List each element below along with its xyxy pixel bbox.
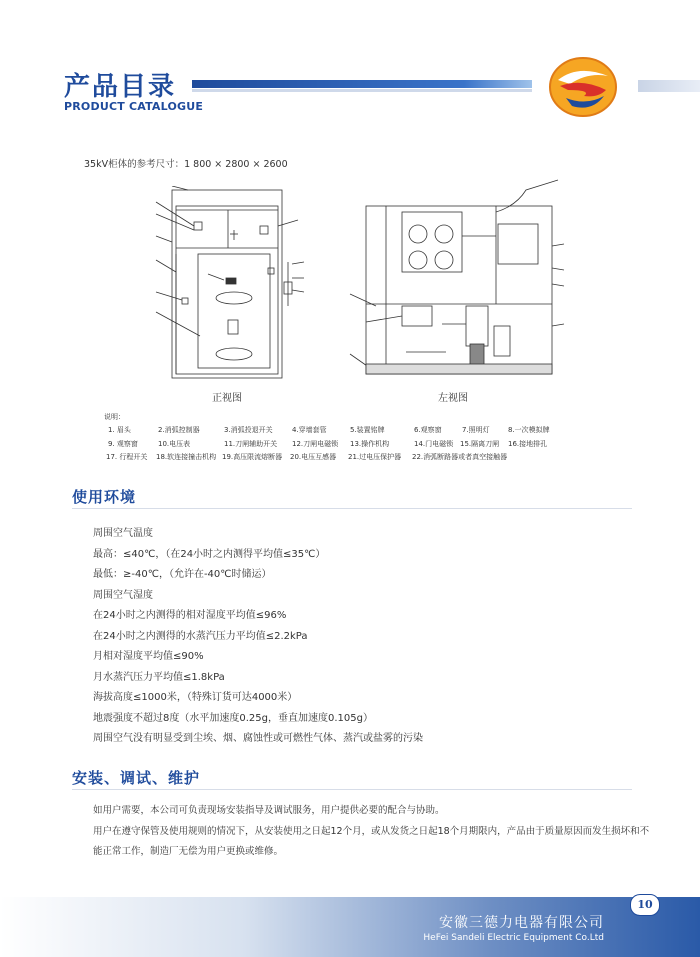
legend-item: 18.软连接撞击机构 <box>156 453 217 461</box>
environment-line: 地震强度不超过8度（水平加速度0.25g，垂直加速度0.105g） <box>93 713 373 724</box>
legend-title: 说明： <box>104 413 125 421</box>
company-name-cn: 安徽三德力电器有限公司 <box>439 915 604 931</box>
legend-item: 10.电压表 <box>158 440 191 448</box>
legend-item: 5.装置铭牌 <box>350 426 385 434</box>
environment-line: 月相对湿度平均值≤90% <box>93 651 204 662</box>
environment-line: 周围空气温度 <box>93 528 153 539</box>
section-divider <box>72 508 632 509</box>
section-divider <box>72 789 632 790</box>
side-view-drawing <box>346 176 572 382</box>
legend-item: 15.隔离刀闸 <box>460 440 500 448</box>
reference-dimensions: 35kV柜体的参考尺寸：1 800 × 2800 × 2600 <box>84 159 288 170</box>
legend-item: 22.消弧断路器或者真空接触器 <box>412 453 508 461</box>
legend-item: 6.观察窗 <box>414 426 442 434</box>
legend-item: 9. 观察窗 <box>108 440 138 448</box>
legend-item: 16.接地排孔 <box>508 440 548 448</box>
environment-line: 在24小时之内测得的相对湿度平均值≤96% <box>93 610 287 621</box>
legend-item: 20.电压互感器 <box>290 453 337 461</box>
company-logo-icon <box>548 56 618 118</box>
environment-line: 在24小时之内测得的水蒸汽压力平均值≤2.2kPa <box>93 631 308 642</box>
legend-item: 13.操作机构 <box>350 440 390 448</box>
environment-line: 最低：≥-40℃，（允许在-40℃时储运） <box>93 569 272 580</box>
company-name-en: HeFei Sandeli Electric Equipment Co.Ltd <box>423 933 604 943</box>
environment-line: 周围空气没有明显受到尘埃、烟、腐蚀性或可燃性气体、蒸汽或盐雾的污染 <box>93 733 423 744</box>
legend-item: 12.刀闸电磁锁 <box>292 440 339 448</box>
installation-paragraph: 如用户需要，本公司可负责现场安装指导及调试服务，用户提供必要的配合与协助。 <box>93 805 445 816</box>
legend-item: 19.高压限流熔断器 <box>222 453 283 461</box>
legend-item: 1. 眉头 <box>108 426 131 434</box>
environment-line: 周围空气湿度 <box>93 590 153 601</box>
legend-item: 8.一次模拟牌 <box>508 426 550 434</box>
installation-title: 安装、调试、维护 <box>72 769 201 787</box>
side-view-caption: 左视图 <box>438 393 468 404</box>
legend-item: 3.消弧投退开关 <box>224 426 273 434</box>
legend-item: 14.门电磁锁 <box>414 440 454 448</box>
front-view-drawing <box>148 186 310 382</box>
environment-line: 海拔高度≤1000米，（特殊订货可达4000米） <box>93 692 298 703</box>
environment-line: 最高：≤40℃，（在24小时之内测得平均值≤35℃） <box>93 549 326 560</box>
legend-item: 17. 行程开关 <box>106 453 148 461</box>
environment-line: 月水蒸汽压力平均值≤1.8kPa <box>93 672 225 683</box>
installation-paragraph: 用户在遵守保管及使用规则的情况下，从安装使用之日起12个月，或从发货之日起18个月期限内，产品由于质量原因而发生损坏和不能正常工作，制造厂无偿为用户更换或维修。 <box>93 826 650 857</box>
page-number: 10 <box>630 894 660 916</box>
header-bar-thin <box>192 89 532 92</box>
legend-item: 21.过电压保护器 <box>348 453 402 461</box>
page-title: 产品目录 <box>64 72 177 102</box>
legend-item: 4.穿墙套管 <box>292 426 327 434</box>
front-view-caption: 正视图 <box>212 393 242 404</box>
page-subtitle: PRODUCT CATALOGUE <box>64 100 204 113</box>
environment-title: 使用环境 <box>72 488 137 506</box>
legend-item: 2.消弧控制器 <box>158 426 200 434</box>
header-bar-right <box>638 80 700 92</box>
legend-item: 11.刀闸辅助开关 <box>224 440 278 448</box>
header-bar <box>192 80 532 88</box>
legend-item: 7.照明灯 <box>462 426 490 434</box>
